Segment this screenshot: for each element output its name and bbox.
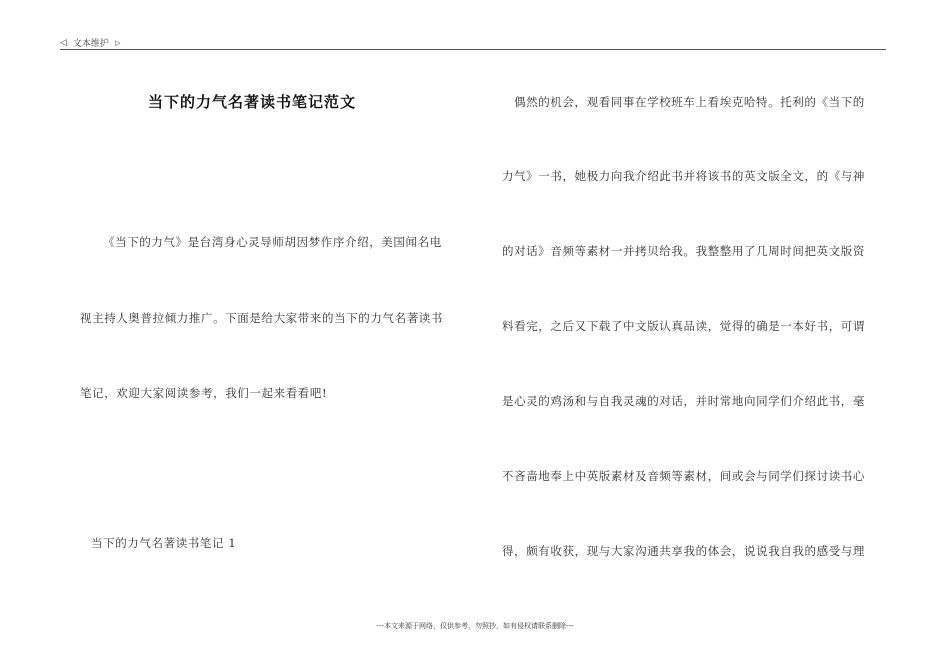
right-paragraph-line: 不吝啬地奉上中英版素材及音频等素材，间或会与同学们探讨读书心 — [502, 469, 865, 483]
right-paragraph-line: 得，颇有收获，现与大家沟通共享我的体会，说说我自我的感受与理 — [502, 544, 865, 558]
left-paragraph-line: 笔记，欢迎大家阅读参考，我们一起来看看吧! — [80, 386, 328, 400]
right-paragraph-line: 是心灵的鸡汤和与自我灵魂的对话，并时常地向同学们介绍此书，毫 — [502, 394, 865, 408]
right-paragraph-line: 偶然的机会，观看同事在学校班车上看埃克哈特。托利的《当下的 — [514, 95, 865, 109]
triangle-right-icon: ▷ — [114, 38, 121, 47]
page-header — [60, 36, 120, 49]
left-paragraph-line: 视主持人奥普拉倾力推广。下面是给大家带来的当下的力气名著读书 — [80, 311, 443, 325]
page-footer: ---本文来源于网络，仅供参考，勿照抄，如有侵权请联系删除--- — [376, 622, 574, 630]
document-title: 当下的力气名著读书笔记范文 — [148, 93, 357, 111]
right-paragraph-line: 的对话》音频等素材一并拷贝给我。我整整用了几周时间把英文版资 — [502, 244, 865, 258]
section-heading: 当下的力气名著读书笔记 1 — [91, 536, 237, 550]
triangle-left-icon: ◁ — [60, 37, 67, 48]
header-label: 文本维护 — [72, 39, 109, 49]
header-divider — [60, 49, 886, 50]
right-paragraph-line: 料看完，之后又下载了中文版认真品读，觉得的确是一本好书，可谓 — [502, 319, 865, 333]
left-paragraph-line: 《当下的力气》是台湾身心灵导师胡因梦作序介绍，美国闻名电 — [103, 235, 442, 249]
right-paragraph-line: 力气》一书，她极力向我介绍此书并将该书的英文版全文，的《与神 — [502, 169, 865, 183]
